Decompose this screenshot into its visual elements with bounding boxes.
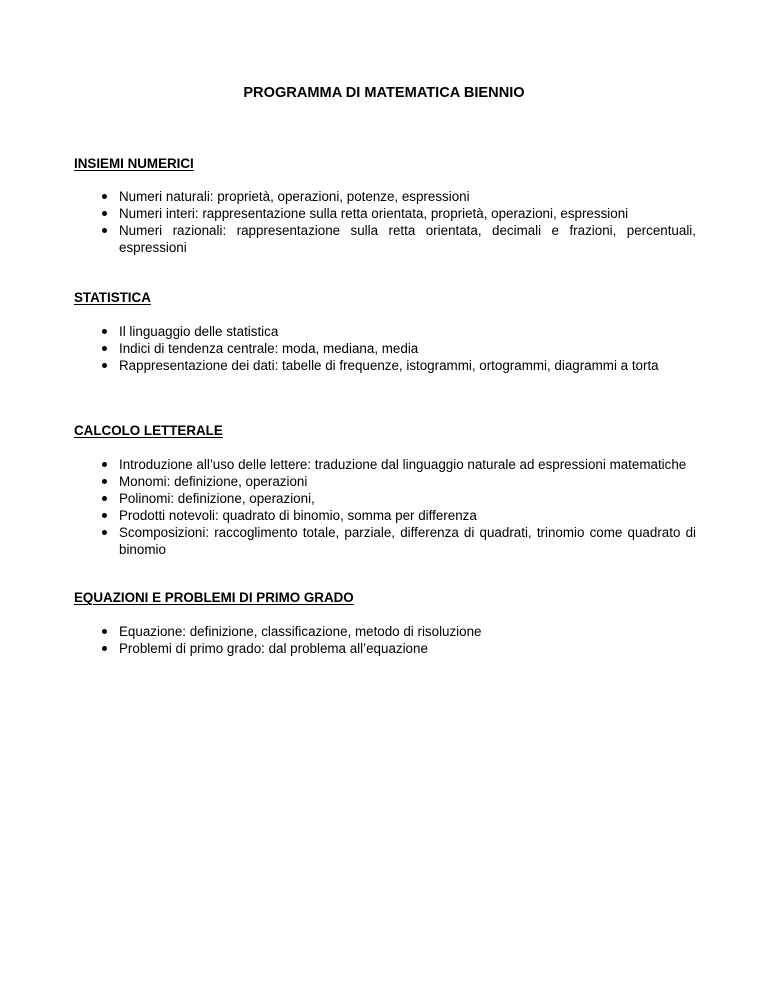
section-heading: CALCOLO LETTERALE: [74, 423, 223, 438]
section-heading: EQUAZIONI E PROBLEMI DI PRIMO GRADO: [74, 590, 354, 605]
bullet-icon: [102, 329, 107, 334]
bullet-list: [74, 623, 696, 657]
list-item-text: Introduzione all’uso delle lettere: traduzione dal linguaggio naturale ad espressioni matematiche: [119, 457, 687, 472]
section-heading: INSIEMI NUMERICI: [74, 156, 194, 171]
list-item-text: Prodotti notevoli: quadrato di binomio, somma per differenza: [119, 508, 477, 523]
list-item: [74, 222, 696, 256]
list-item: [74, 623, 696, 640]
list-item: [74, 524, 696, 558]
list-item: [74, 456, 696, 473]
list-item: [74, 340, 696, 357]
list-item-text: Polinomi: definizione, operazioni,: [119, 491, 315, 506]
list-item-text: Numeri razionali: rappresentazione sulla retta orientata, decimali e frazioni, percentuali, espressioni: [119, 223, 696, 255]
bullet-list: [74, 323, 696, 374]
list-item-text: Numeri interi: rappresentazione sulla retta orientata, proprietà, operazioni, espressioni: [119, 206, 629, 221]
list-item: [74, 473, 696, 490]
bullet-icon: [102, 629, 107, 634]
section-heading: STATISTICA: [74, 290, 151, 305]
bullet-icon: [102, 346, 107, 351]
bullet-icon: [102, 462, 107, 467]
list-item: [74, 490, 696, 507]
bullet-icon: [102, 228, 107, 233]
bullet-list: [74, 188, 696, 256]
list-item-text: Scomposizioni: raccoglimento totale, parziale, differenza di quadrati, trinomio come quadrato di binomio: [119, 525, 696, 557]
list-item-text: Il linguaggio delle statistica: [119, 324, 279, 339]
list-item-text: Indici di tendenza centrale: moda, mediana, media: [119, 341, 419, 356]
list-item: [74, 357, 696, 374]
section-insiemi-numerici: [74, 155, 696, 256]
bullet-icon: [102, 646, 107, 651]
bullet-icon: [102, 211, 107, 216]
bullet-icon: [102, 496, 107, 501]
bullet-icon: [102, 363, 107, 368]
section-calcolo-letterale: [74, 422, 696, 558]
document-title: PROGRAMMA DI MATEMATICA BIENNIO: [243, 85, 525, 101]
list-item-text: Monomi: definizione, operazioni: [119, 474, 308, 489]
list-item-text: Rappresentazione dei dati: tabelle di frequenze, istogrammi, ortogrammi, diagrammi a torta: [119, 358, 659, 373]
bullet-list: [74, 456, 696, 558]
section-equazioni-problemi: [74, 589, 696, 657]
bullet-icon: [102, 194, 107, 199]
list-item: [74, 640, 696, 657]
list-item-text: Equazione: definizione, classificazione, metodo di risoluzione: [119, 624, 482, 639]
list-item-text: Numeri naturali: proprietà, operazioni, potenze, espressioni: [119, 189, 470, 204]
list-item: [74, 205, 696, 222]
section-statistica: [74, 289, 696, 374]
list-item: [74, 188, 696, 205]
bullet-icon: [102, 479, 107, 484]
bullet-icon: [102, 513, 107, 518]
list-item: [74, 507, 696, 524]
list-item: [74, 323, 696, 340]
list-item-text: Problemi di primo grado: dal problema all’equazione: [119, 641, 428, 656]
bullet-icon: [102, 530, 107, 535]
